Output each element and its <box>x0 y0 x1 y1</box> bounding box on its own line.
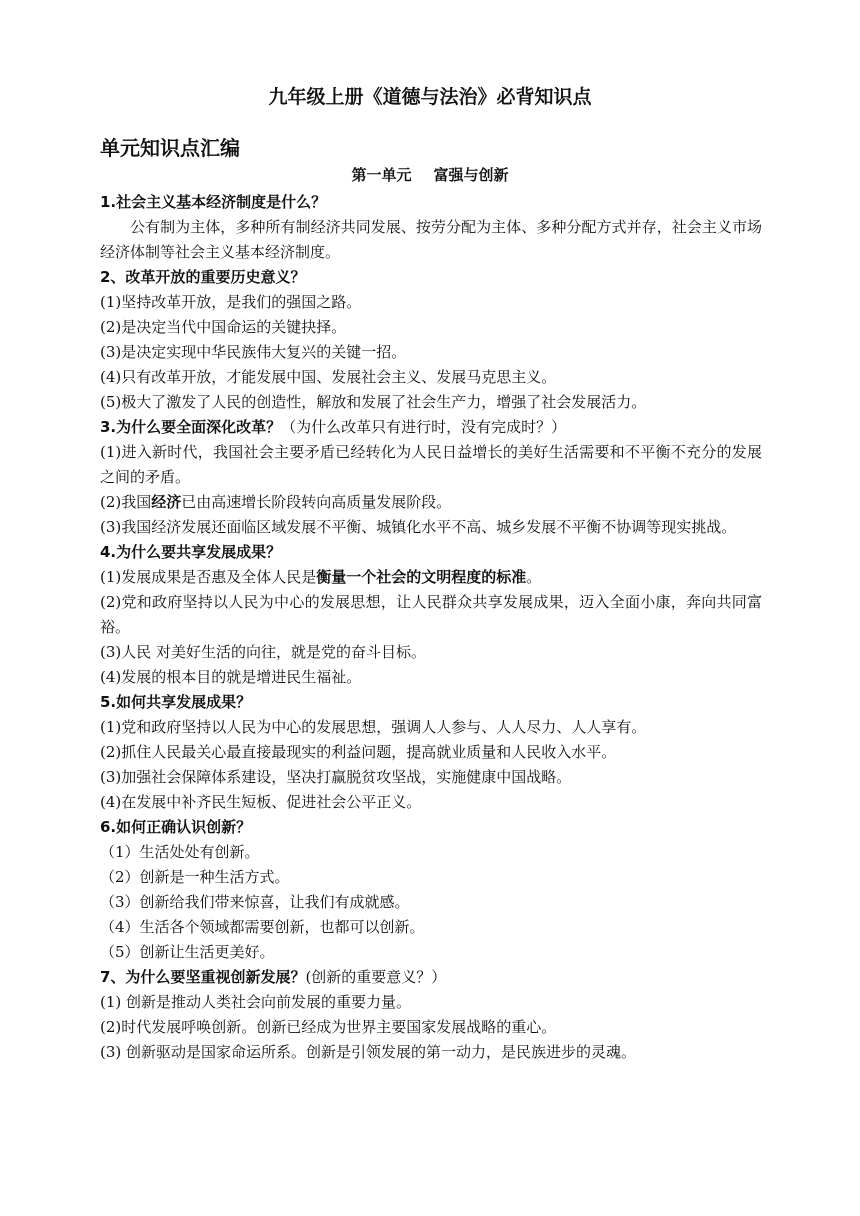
question-7-item: (3) 创新驱动是国家命运所系。创新是引领发展的第一动力，是民族进步的灵魂。 <box>100 1043 637 1061</box>
question-6-item: （4）生活各个领域都需要创新，也都可以创新。 <box>100 918 425 936</box>
question-3-item <box>100 490 762 515</box>
question-1-answer: 公有制为主体，多种所有制经济共同发展、按劳分配为主体、多种分配方式并存，社会主义市场经济体制等社会主义基本经济制度。 <box>100 218 762 261</box>
question-2-item: (4)只有改革开放，才能发展中国、发展社会主义、发展马克思主义。 <box>100 368 557 386</box>
section-heading: 单元知识点汇编 <box>100 136 240 160</box>
unit-title <box>0 164 860 186</box>
question-7-note: (创新的重要意义？） <box>305 968 447 986</box>
question-6-item: （3）创新给我们带来惊喜，让我们有成就感。 <box>100 893 410 911</box>
question-3-item: (1)进入新时代，我国社会主要矛盾已经转化为人民日益增长的美好生活需要和不平衡不充分的发展之间的矛盾。 <box>100 443 762 486</box>
question-6-item: （1）生活处处有创新。 <box>100 843 260 861</box>
question-3-note: （为什么改革只有进行时，没有完成时？） <box>281 418 567 436</box>
question-3-item: (3)我国经济发展还面临区域发展不平衡、城镇化水平不高、城乡发展不平衡不协调等现实挑战。 <box>100 518 737 536</box>
unit-name: 第一单元 <box>351 166 412 184</box>
question-5-item: (1)党和政府坚持以人民为中心的发展思想，强调人人参与、人人尽力、人人享有。 <box>100 718 647 736</box>
question-6-item: （2）创新是一种生活方式。 <box>100 868 290 886</box>
question-2-item: (5)极大了激发了人民的创造性，解放和发展了社会生产力，增强了社会发展活力。 <box>100 393 647 411</box>
question-4-item1-bold: 衡量一个社会的文明程度的标准 <box>316 568 527 586</box>
question-2-item: (1)坚持改革开放，是我们的强国之路。 <box>100 293 362 311</box>
question-3-item2-bold: 经济 <box>151 493 182 511</box>
document-body <box>100 190 762 1065</box>
question-6-title: 6.如何正确认识创新？ <box>100 818 252 836</box>
question-3-title-text: 3.为什么要全面深化改革？ <box>100 418 282 436</box>
question-2-item: (3)是决定实现中华民族伟大复兴的关键一招。 <box>100 343 407 361</box>
question-4-item <box>100 565 762 590</box>
question-7-item: (2)时代发展呼唤创新。创新已经成为世界主要国家发展战略的重心。 <box>100 1018 557 1036</box>
question-5-item: (2)抓住人民最关心最直接最现实的利益问题，提高就业质量和人民收入水平。 <box>100 743 617 761</box>
question-5-item: (4)在发展中补齐民生短板、促进社会公平正义。 <box>100 793 422 811</box>
question-4-title: 4.为什么要共享发展成果？ <box>100 543 282 561</box>
question-4-item: (2)党和政府坚持以人民为中心的发展思想，让人民群众共享发展成果，迈入全面小康，奔向共同富裕。 <box>100 593 762 636</box>
question-6-item: （5）创新让生活更美好。 <box>100 943 275 961</box>
question-5-title: 5.如何共享发展成果？ <box>100 693 252 711</box>
question-3-item2-post: 已由高速增长阶段转向高质量发展阶段。 <box>181 493 452 511</box>
question-4-item: (4)发展的根本目的就是增进民生福祉。 <box>100 668 362 686</box>
question-3-item2-pre: (2)我国 <box>100 493 152 511</box>
question-4-item1-post: 。 <box>526 568 542 586</box>
question-5-item: (3)加强社会保障体系建设，坚决打赢脱贫攻坚战，实施健康中国战略。 <box>100 768 572 786</box>
question-3-title <box>100 415 762 440</box>
question-7-title-text: 7、为什么要坚重视创新发展？ <box>100 968 306 986</box>
question-7-item: (1) 创新是推动人类社会向前发展的重要力量。 <box>100 993 412 1011</box>
question-4-item: (3)人民 对美好生活的向往，就是党的奋斗目标。 <box>100 643 427 661</box>
question-4-item1-pre: (1)发展成果是否惠及全体人民是 <box>100 568 317 586</box>
unit-subtitle: 富强与创新 <box>433 166 509 184</box>
document-title: 九年级上册《道德与法治》必背知识点 <box>268 86 592 108</box>
question-2-title: 2、改革开放的重要历史意义？ <box>100 268 306 286</box>
question-7-title <box>100 965 762 990</box>
question-1-title: 1.社会主义基本经济制度是什么？ <box>100 193 327 211</box>
question-2-item: (2)是决定当代中国命运的关键抉择。 <box>100 318 347 336</box>
